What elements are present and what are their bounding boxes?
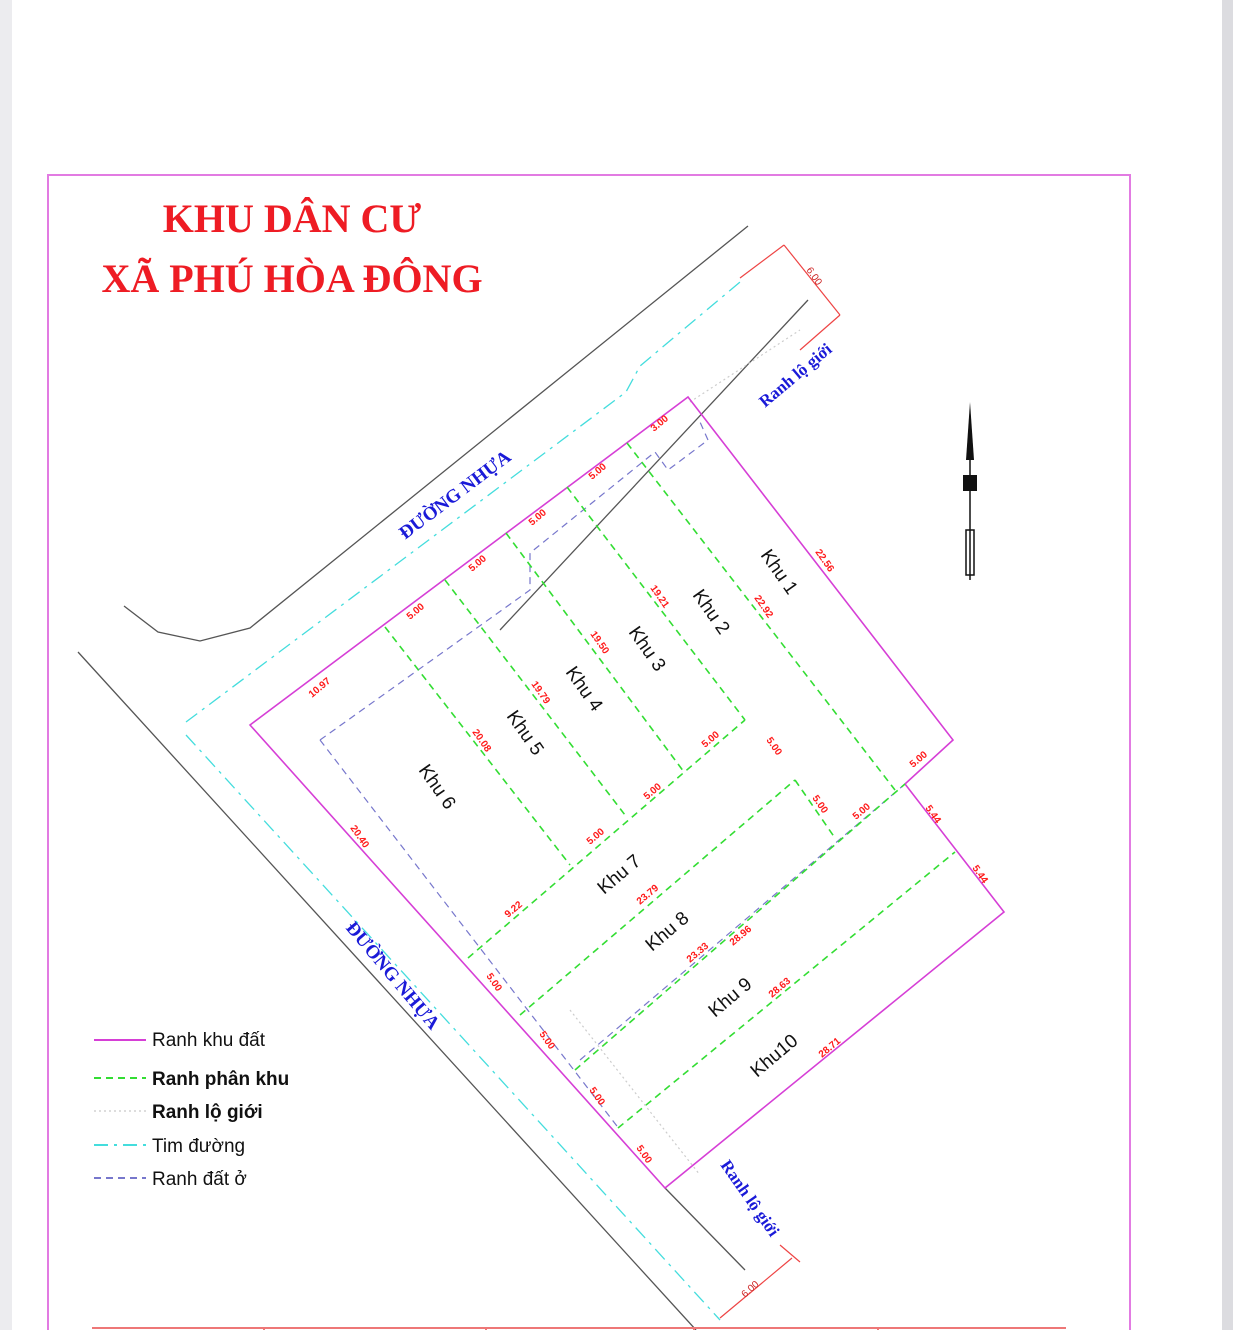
lot-label-2: Khu 2 [687, 585, 734, 639]
svg-text:5.00: 5.00 [809, 793, 830, 816]
svg-text:9.22: 9.22 [502, 899, 525, 921]
legend-label-setback: Ranh lộ giới [152, 1102, 263, 1123]
setback-label-bottom: Ranh lộ giới [716, 1156, 784, 1241]
svg-text:5.00: 5.00 [763, 735, 784, 758]
road-width-bottom: 6.00 [739, 1279, 762, 1301]
svg-text:5.00: 5.00 [483, 971, 504, 994]
svg-text:28.71: 28.71 [816, 1035, 844, 1061]
svg-text:20.08: 20.08 [469, 727, 493, 755]
north-arrow-icon [963, 402, 977, 580]
setback-label-top: Ranh lộ giới [755, 339, 836, 412]
legend-label-centerline: Tim đường [152, 1136, 246, 1157]
svg-text:5.00: 5.00 [536, 1029, 557, 1052]
legend [94, 1030, 289, 1190]
road-centerlines [186, 282, 740, 1320]
svg-text:5.00: 5.00 [466, 553, 489, 575]
legend-label-subdivision: Ranh phân khu [152, 1069, 290, 1090]
lot-label-10: Khu10 [746, 1030, 803, 1082]
svg-text:19.21: 19.21 [647, 583, 671, 611]
lot-label-7: Khu 7 [593, 850, 646, 899]
road-label-top: ĐƯỜNG NHỰA [395, 446, 516, 544]
svg-text:22.92: 22.92 [751, 593, 775, 621]
title-line-1: KHU DÂN CƯ [162, 196, 422, 241]
lot-label-8: Khu 8 [641, 907, 694, 956]
svg-text:5.00: 5.00 [907, 749, 930, 771]
lot-label-6: Khu 6 [413, 760, 460, 814]
road-label-left: ĐƯỜNG NHỰA [341, 917, 444, 1035]
svg-text:5.00: 5.00 [641, 781, 664, 803]
lot-label-1: Khu 1 [755, 545, 802, 599]
lot-label-5: Khu 5 [501, 706, 548, 760]
road-width-top: 6.00 [803, 265, 824, 288]
svg-text:5.44: 5.44 [922, 803, 943, 826]
svg-text:28.63: 28.63 [766, 975, 794, 1001]
lot-label-9: Khu 9 [704, 973, 757, 1022]
svg-text:5.00: 5.00 [404, 601, 427, 623]
legend-label-residential: Ranh đất ở [152, 1169, 247, 1190]
svg-text:5.00: 5.00 [584, 826, 607, 848]
svg-text:5.00: 5.00 [526, 507, 549, 529]
svg-text:23.79: 23.79 [634, 882, 662, 908]
lot-label-4: Khu 4 [560, 662, 607, 716]
svg-text:5.00: 5.00 [633, 1143, 654, 1166]
subdivision-lines [385, 443, 955, 1128]
svg-text:28.96: 28.96 [727, 923, 755, 949]
svg-text:19.50: 19.50 [587, 629, 611, 657]
svg-text:22.56: 22.56 [812, 547, 836, 575]
svg-text:10.97: 10.97 [306, 675, 334, 701]
setback-lines [570, 330, 800, 1175]
svg-text:20.40: 20.40 [347, 823, 371, 851]
svg-text:19.79: 19.79 [528, 679, 552, 707]
svg-text:5.00: 5.00 [586, 461, 609, 483]
land-boundary [250, 397, 1004, 1188]
dimension-lines [720, 245, 840, 1318]
svg-text:5.00: 5.00 [699, 729, 722, 751]
legend-label-land: Ranh khu đất [152, 1030, 266, 1051]
lot-label-3: Khu 3 [623, 622, 670, 676]
svg-text:5.44: 5.44 [969, 863, 990, 886]
svg-text:5.00: 5.00 [586, 1085, 607, 1108]
svg-text:23.33: 23.33 [684, 940, 712, 966]
title-line-2: XÃ PHÚ HÒA ĐÔNG [101, 256, 483, 301]
svg-text:3.00: 3.00 [648, 413, 671, 435]
svg-text:5.00: 5.00 [850, 801, 873, 823]
